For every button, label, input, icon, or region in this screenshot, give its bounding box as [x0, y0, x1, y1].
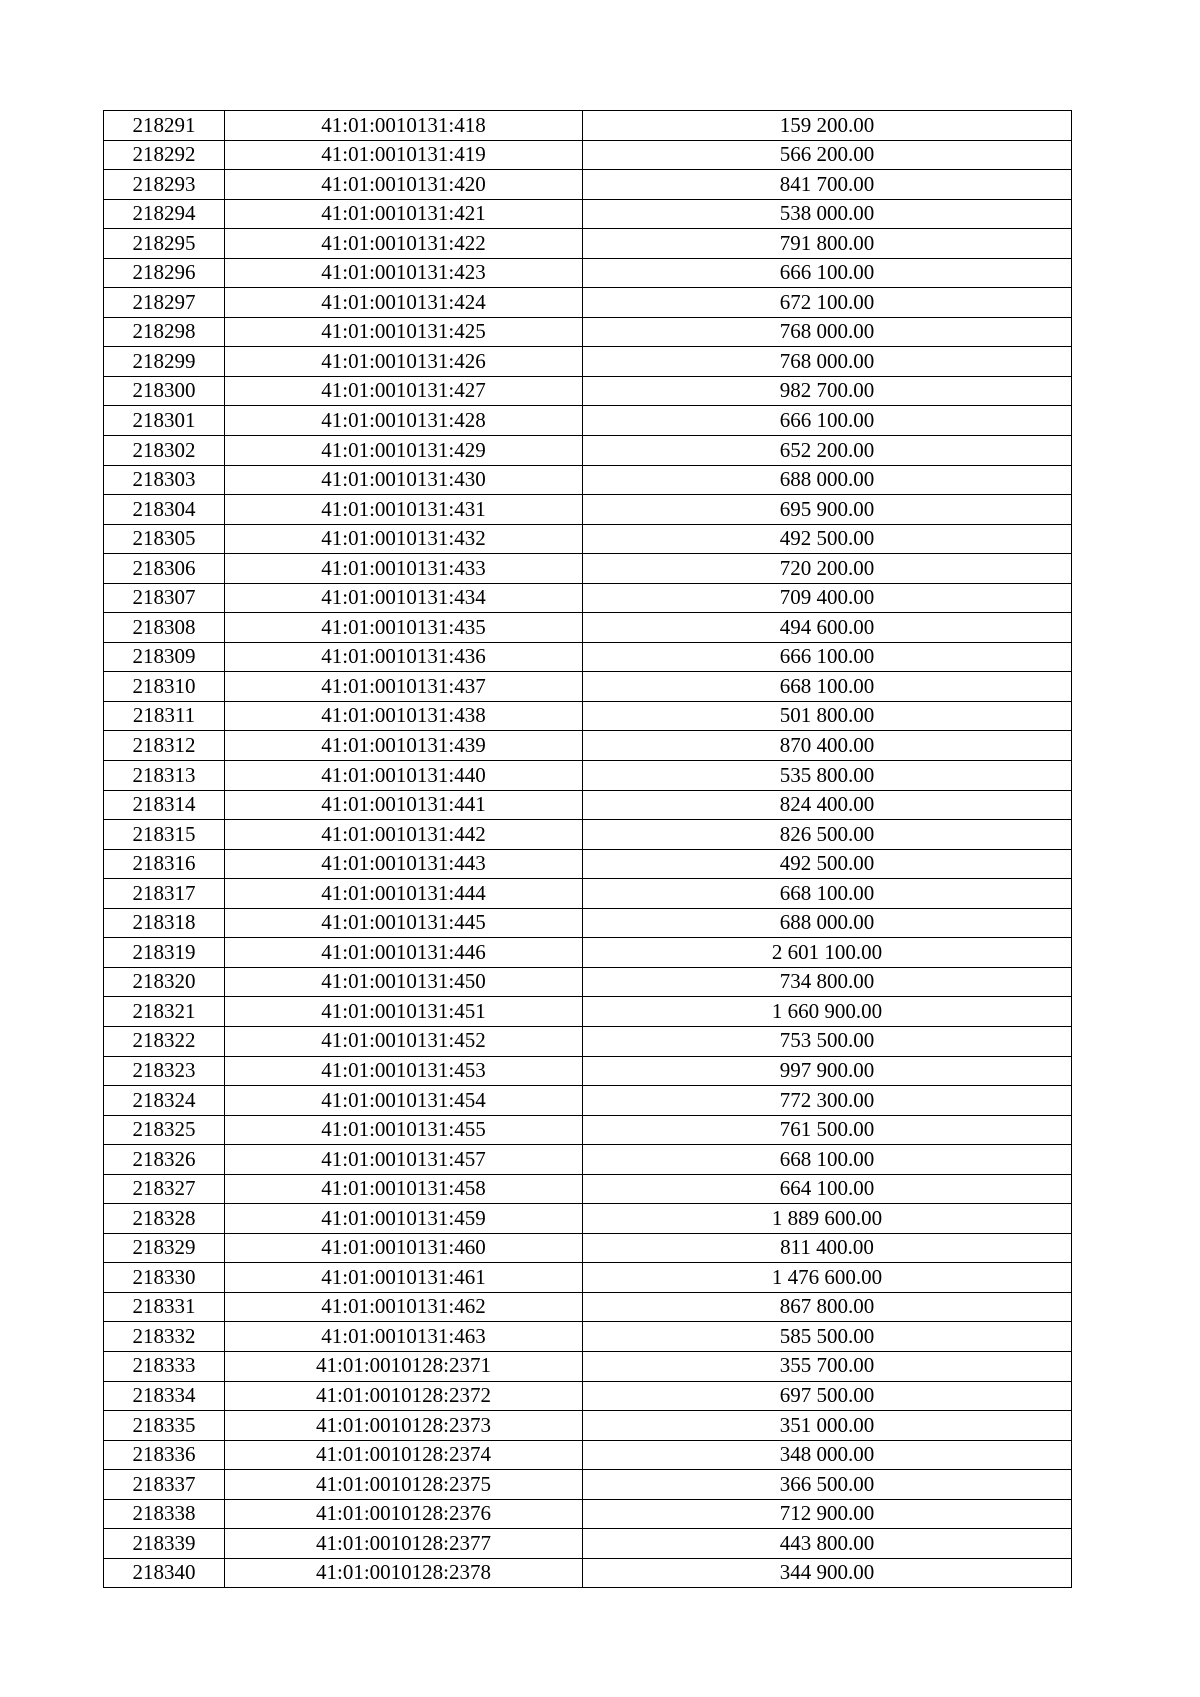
table-row [104, 938, 1072, 968]
table-row [104, 642, 1072, 672]
cadastral-value-cell: 772 300.00 [583, 1086, 1072, 1116]
cadastral-value-cell: 535 800.00 [583, 761, 1072, 791]
cadastral-value-cell: 1 476 600.00 [583, 1263, 1072, 1293]
row-number-cell: 218311 [104, 701, 225, 731]
row-number-cell: 218334 [104, 1381, 225, 1411]
table-row [104, 879, 1072, 909]
cadastral-value-cell: 768 000.00 [583, 347, 1072, 377]
table-row [104, 524, 1072, 554]
cadastral-number-cell: 41:01:0010128:2374 [225, 1440, 583, 1470]
row-number-cell: 218318 [104, 908, 225, 938]
cadastral-number-cell: 41:01:0010131:453 [225, 1056, 583, 1086]
cadastral-value-cell: 734 800.00 [583, 967, 1072, 997]
table-row [104, 199, 1072, 229]
cadastral-number-cell: 41:01:0010131:426 [225, 347, 583, 377]
cadastral-value-cell: 867 800.00 [583, 1292, 1072, 1322]
row-number-cell: 218315 [104, 820, 225, 850]
table-row [104, 229, 1072, 259]
cadastral-number-cell: 41:01:0010131:431 [225, 495, 583, 525]
table-row [104, 258, 1072, 288]
table-row [104, 1411, 1072, 1441]
cadastral-number-cell: 41:01:0010131:432 [225, 524, 583, 554]
table-row [104, 317, 1072, 347]
cadastral-number-cell: 41:01:0010131:451 [225, 997, 583, 1027]
row-number-cell: 218326 [104, 1145, 225, 1175]
table-row [104, 1529, 1072, 1559]
table-row [104, 1470, 1072, 1500]
table-row [104, 1204, 1072, 1234]
cadastral-number-cell: 41:01:0010128:2377 [225, 1529, 583, 1559]
table-row [104, 613, 1072, 643]
row-number-cell: 218327 [104, 1174, 225, 1204]
cadastral-number-cell: 41:01:0010131:419 [225, 140, 583, 170]
cadastral-number-cell: 41:01:0010131:439 [225, 731, 583, 761]
cadastral-number-cell: 41:01:0010131:461 [225, 1263, 583, 1293]
cadastral-number-cell: 41:01:0010131:418 [225, 111, 583, 141]
table-row [104, 672, 1072, 702]
row-number-cell: 218294 [104, 199, 225, 229]
cadastral-number-cell: 41:01:0010131:454 [225, 1086, 583, 1116]
cadastral-value-cell: 355 700.00 [583, 1351, 1072, 1381]
row-number-cell: 218317 [104, 879, 225, 909]
row-number-cell: 218313 [104, 761, 225, 791]
row-number-cell: 218338 [104, 1499, 225, 1529]
table-row [104, 1351, 1072, 1381]
cadastral-number-cell: 41:01:0010128:2376 [225, 1499, 583, 1529]
row-number-cell: 218322 [104, 1026, 225, 1056]
cadastral-value-cell: 666 100.00 [583, 406, 1072, 436]
table-row [104, 1440, 1072, 1470]
cadastral-value-cell: 652 200.00 [583, 436, 1072, 466]
row-number-cell: 218297 [104, 288, 225, 318]
table-row [104, 731, 1072, 761]
row-number-cell: 218298 [104, 317, 225, 347]
cadastral-number-cell: 41:01:0010128:2373 [225, 1411, 583, 1441]
cadastral-value-cell: 366 500.00 [583, 1470, 1072, 1500]
cadastral-value-cell: 1 660 900.00 [583, 997, 1072, 1027]
row-number-cell: 218316 [104, 849, 225, 879]
row-number-cell: 218301 [104, 406, 225, 436]
cadastral-value-cell: 824 400.00 [583, 790, 1072, 820]
cadastral-value-cell: 688 000.00 [583, 465, 1072, 495]
cadastral-number-cell: 41:01:0010131:427 [225, 376, 583, 406]
row-number-cell: 218306 [104, 554, 225, 584]
cadastral-number-cell: 41:01:0010131:421 [225, 199, 583, 229]
cadastral-number-cell: 41:01:0010131:446 [225, 938, 583, 968]
cadastral-number-cell: 41:01:0010131:462 [225, 1292, 583, 1322]
row-number-cell: 218307 [104, 583, 225, 613]
cadastral-value-cell: 159 200.00 [583, 111, 1072, 141]
table-row [104, 1145, 1072, 1175]
cadastral-value-cell: 1 889 600.00 [583, 1204, 1072, 1234]
cadastral-number-cell: 41:01:0010131:463 [225, 1322, 583, 1352]
cadastral-number-cell: 41:01:0010131:430 [225, 465, 583, 495]
row-number-cell: 218330 [104, 1263, 225, 1293]
table-row [104, 1026, 1072, 1056]
cadastral-value-cell: 348 000.00 [583, 1440, 1072, 1470]
table-row [104, 820, 1072, 850]
row-number-cell: 218328 [104, 1204, 225, 1234]
cadastral-value-cell: 492 500.00 [583, 524, 1072, 554]
table-row [104, 908, 1072, 938]
table-row [104, 1499, 1072, 1529]
cadastral-value-cell: 585 500.00 [583, 1322, 1072, 1352]
row-number-cell: 218324 [104, 1086, 225, 1116]
cadastral-value-cell: 344 900.00 [583, 1558, 1072, 1588]
cadastral-value-cell: 668 100.00 [583, 672, 1072, 702]
table-row [104, 1263, 1072, 1293]
table-row [104, 554, 1072, 584]
table-row [104, 1558, 1072, 1588]
row-number-cell: 218305 [104, 524, 225, 554]
table-row [104, 1292, 1072, 1322]
cadastral-value-cell: 709 400.00 [583, 583, 1072, 613]
cadastral-value-cell: 688 000.00 [583, 908, 1072, 938]
cadastral-value-cell: 501 800.00 [583, 701, 1072, 731]
cadastral-number-cell: 41:01:0010131:433 [225, 554, 583, 584]
row-number-cell: 218337 [104, 1470, 225, 1500]
table-row [104, 1056, 1072, 1086]
row-number-cell: 218304 [104, 495, 225, 525]
row-number-cell: 218312 [104, 731, 225, 761]
cadastral-number-cell: 41:01:0010128:2375 [225, 1470, 583, 1500]
row-number-cell: 218336 [104, 1440, 225, 1470]
row-number-cell: 218303 [104, 465, 225, 495]
row-number-cell: 218340 [104, 1558, 225, 1588]
table-row [104, 465, 1072, 495]
cadastral-value-cell: 753 500.00 [583, 1026, 1072, 1056]
cadastral-value-cell: 791 800.00 [583, 229, 1072, 259]
cadastral-value-cell: 494 600.00 [583, 613, 1072, 643]
row-number-cell: 218329 [104, 1233, 225, 1263]
row-number-cell: 218339 [104, 1529, 225, 1559]
cadastral-number-cell: 41:01:0010131:452 [225, 1026, 583, 1056]
table-row [104, 701, 1072, 731]
cadastral-number-cell: 41:01:0010131:440 [225, 761, 583, 791]
table-row [104, 583, 1072, 613]
table-body [104, 111, 1072, 1588]
row-number-cell: 218291 [104, 111, 225, 141]
row-number-cell: 218293 [104, 170, 225, 200]
table-row [104, 111, 1072, 141]
cadastral-number-cell: 41:01:0010131:459 [225, 1204, 583, 1234]
cadastral-number-cell: 41:01:0010131:423 [225, 258, 583, 288]
cadastral-number-cell: 41:01:0010131:420 [225, 170, 583, 200]
cadastral-value-table [103, 110, 1072, 1588]
table-row [104, 140, 1072, 170]
row-number-cell: 218331 [104, 1292, 225, 1322]
cadastral-number-cell: 41:01:0010131:457 [225, 1145, 583, 1175]
table-row [104, 1086, 1072, 1116]
table-row [104, 1174, 1072, 1204]
row-number-cell: 218325 [104, 1115, 225, 1145]
cadastral-value-cell: 672 100.00 [583, 288, 1072, 318]
row-number-cell: 218335 [104, 1411, 225, 1441]
cadastral-number-cell: 41:01:0010131:428 [225, 406, 583, 436]
cadastral-value-cell: 2 601 100.00 [583, 938, 1072, 968]
cadastral-number-cell: 41:01:0010131:422 [225, 229, 583, 259]
cadastral-value-cell: 668 100.00 [583, 1145, 1072, 1175]
row-number-cell: 218302 [104, 436, 225, 466]
table-row [104, 436, 1072, 466]
cadastral-number-cell: 41:01:0010131:435 [225, 613, 583, 643]
cadastral-value-cell: 668 100.00 [583, 879, 1072, 909]
row-number-cell: 218299 [104, 347, 225, 377]
cadastral-value-cell: 695 900.00 [583, 495, 1072, 525]
cadastral-value-cell: 664 100.00 [583, 1174, 1072, 1204]
row-number-cell: 218308 [104, 613, 225, 643]
row-number-cell: 218321 [104, 997, 225, 1027]
cadastral-number-cell: 41:01:0010131:441 [225, 790, 583, 820]
row-number-cell: 218332 [104, 1322, 225, 1352]
row-number-cell: 218310 [104, 672, 225, 702]
cadastral-value-cell: 761 500.00 [583, 1115, 1072, 1145]
row-number-cell: 218296 [104, 258, 225, 288]
table-row [104, 347, 1072, 377]
table-row [104, 170, 1072, 200]
cadastral-value-cell: 666 100.00 [583, 258, 1072, 288]
table-row [104, 406, 1072, 436]
cadastral-value-cell: 841 700.00 [583, 170, 1072, 200]
cadastral-number-cell: 41:01:0010131:434 [225, 583, 583, 613]
cadastral-value-cell: 997 900.00 [583, 1056, 1072, 1086]
table-row [104, 790, 1072, 820]
table-row [104, 1322, 1072, 1352]
cadastral-number-cell: 41:01:0010128:2372 [225, 1381, 583, 1411]
cadastral-value-cell: 870 400.00 [583, 731, 1072, 761]
row-number-cell: 218314 [104, 790, 225, 820]
row-number-cell: 218295 [104, 229, 225, 259]
cadastral-value-cell: 666 100.00 [583, 642, 1072, 672]
table-row [104, 997, 1072, 1027]
row-number-cell: 218292 [104, 140, 225, 170]
cadastral-number-cell: 41:01:0010131:438 [225, 701, 583, 731]
cadastral-value-cell: 538 000.00 [583, 199, 1072, 229]
cadastral-number-cell: 41:01:0010131:450 [225, 967, 583, 997]
cadastral-number-cell: 41:01:0010131:444 [225, 879, 583, 909]
cadastral-number-cell: 41:01:0010131:443 [225, 849, 583, 879]
cadastral-value-cell: 697 500.00 [583, 1381, 1072, 1411]
cadastral-value-cell: 566 200.00 [583, 140, 1072, 170]
table-row [104, 1381, 1072, 1411]
table-row [104, 376, 1072, 406]
cadastral-value-cell: 826 500.00 [583, 820, 1072, 850]
row-number-cell: 218323 [104, 1056, 225, 1086]
row-number-cell: 218309 [104, 642, 225, 672]
cadastral-number-cell: 41:01:0010131:442 [225, 820, 583, 850]
row-number-cell: 218333 [104, 1351, 225, 1381]
cadastral-number-cell: 41:01:0010131:425 [225, 317, 583, 347]
row-number-cell: 218319 [104, 938, 225, 968]
cadastral-number-cell: 41:01:0010131:445 [225, 908, 583, 938]
row-number-cell: 218300 [104, 376, 225, 406]
table-row [104, 761, 1072, 791]
cadastral-number-cell: 41:01:0010131:429 [225, 436, 583, 466]
table-row [104, 967, 1072, 997]
cadastral-value-cell: 443 800.00 [583, 1529, 1072, 1559]
table-row [104, 1233, 1072, 1263]
cadastral-value-cell: 768 000.00 [583, 317, 1072, 347]
cadastral-value-cell: 492 500.00 [583, 849, 1072, 879]
cadastral-number-cell: 41:01:0010128:2371 [225, 1351, 583, 1381]
cadastral-value-cell: 351 000.00 [583, 1411, 1072, 1441]
cadastral-number-cell: 41:01:0010131:436 [225, 642, 583, 672]
row-number-cell: 218320 [104, 967, 225, 997]
cadastral-number-cell: 41:01:0010131:455 [225, 1115, 583, 1145]
table-row [104, 849, 1072, 879]
cadastral-value-cell: 712 900.00 [583, 1499, 1072, 1529]
cadastral-value-cell: 811 400.00 [583, 1233, 1072, 1263]
table-row [104, 495, 1072, 525]
table-row [104, 1115, 1072, 1145]
table-row [104, 288, 1072, 318]
cadastral-number-cell: 41:01:0010131:458 [225, 1174, 583, 1204]
cadastral-value-cell: 720 200.00 [583, 554, 1072, 584]
cadastral-number-cell: 41:01:0010131:424 [225, 288, 583, 318]
cadastral-number-cell: 41:01:0010131:437 [225, 672, 583, 702]
cadastral-value-cell: 982 700.00 [583, 376, 1072, 406]
cadastral-number-cell: 41:01:0010131:460 [225, 1233, 583, 1263]
cadastral-number-cell: 41:01:0010128:2378 [225, 1558, 583, 1588]
